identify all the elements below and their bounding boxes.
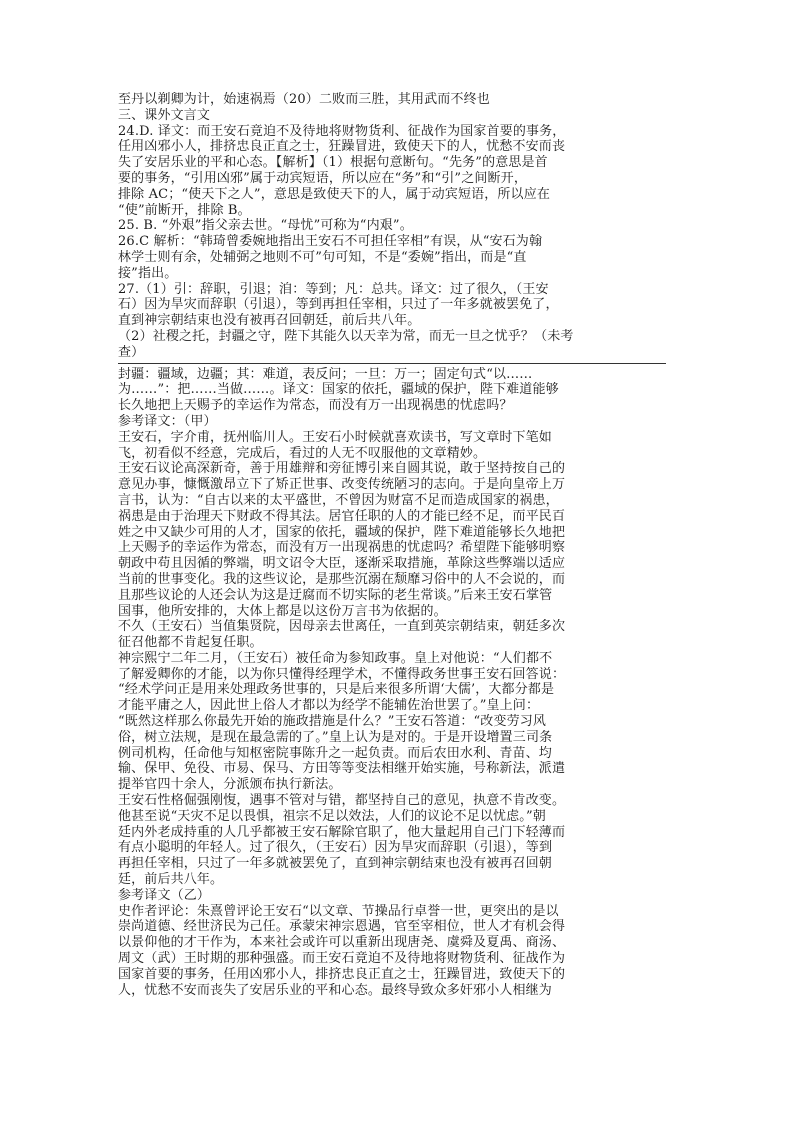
text-line: 国事，他所安排的，大体上都是以这份万言书为依据的。 bbox=[118, 603, 447, 619]
text-line: 排除 AC；“使天下之人”，意思是致使天下的人，属于动宾短语，所以应在 bbox=[118, 186, 551, 202]
text-line: 以景仰他的才干作为，本来社会或许可以重新出现唐尧、虞舜及夏禹、商汤、 bbox=[118, 935, 566, 951]
text-line: 要的事务，“引用凶邪”属于动宾短语，所以应在“务”和“引”之间断开， bbox=[118, 170, 527, 186]
text-line: 当前的世事变化。我的这些议论，是那些沉溺在颓靡习俗中的人不会说的，而 bbox=[118, 571, 566, 587]
text-line: 上天赐予的幸运作为常态，而没有万一出现祸患的忧虑吗？希望陛下能够明察 bbox=[118, 540, 566, 556]
text-line: 才能平庸之人，因此世上俗人才都以为经学不能辅佐治世罢了。”皇上问： bbox=[118, 698, 540, 714]
text-line: 27.（1）引：辞职，引退；洎：等到；凡：总共。译文：过了很久，（王安 bbox=[118, 281, 549, 297]
text-line: “使”前断开，排除 B。 bbox=[118, 202, 251, 218]
text-line: 失了安居乐业的平和心态。【解析】（1）根据句意断句。“先务”的意思是首 bbox=[118, 155, 548, 171]
text-line: 封疆：疆域，边疆；其：难道，表反问；一旦：万一；固定句式“以…… bbox=[118, 366, 533, 382]
document-page bbox=[118, 92, 678, 998]
text-line: 25. B. “外艰”指父亲去世。“母忧”可称为“内艰”。 bbox=[118, 218, 413, 234]
text-line: 征召他都不肯起复任职。 bbox=[118, 635, 263, 651]
text-line: 俗，树立法规，是现在最急需的了。”皇上认为是对的。于是开设增置三司条 bbox=[118, 729, 553, 745]
text-line: 姓之中又缺少可用的人才，国家的依托，疆域的保护，陛下难道能够长久地把 bbox=[118, 524, 566, 540]
text-line: 不久（王安石）当值集贤院，因母亲去世离任，一直到英宗朝结束，朝廷多次 bbox=[118, 619, 566, 635]
text-line: 三、课外文言文 bbox=[118, 107, 211, 123]
text-line: 意见办事，慷慨激昂立下了矫正世事、改变传统陋习的志向。于是向皇帝上万 bbox=[118, 477, 566, 493]
text-line: 再担任宰相，只过了一年多就被罢免了，直到神宗朝结束也没有被再召回朝 bbox=[118, 856, 552, 872]
text-line: 查） bbox=[118, 344, 145, 360]
text-line: 了解爱卿你的才能，以为你只懂得经理学术，不懂得政务世事王安石回答说： bbox=[118, 666, 566, 682]
answer-section bbox=[118, 92, 678, 361]
text-line: 神宗熙宁二年二月，（王安石）被任命为参知政事。皇上对他说：“人们都不 bbox=[118, 650, 553, 666]
translation-section bbox=[118, 367, 678, 999]
text-line: 直到神宗朝结束也没有被再召回朝廷，前后共八年。 bbox=[118, 313, 421, 329]
text-line: 王安石性格倔强刚愎，遇事不管对与错，都坚持自己的意见，执意不肯改变。 bbox=[118, 793, 566, 809]
text-line: 国家首要的事务，任用凶邪小人，排挤忠良正直之士，狂躁冒进，致使天下的 bbox=[118, 966, 566, 982]
text-line: 言书，认为：“自古以来的太平盛世，不曾因为财富不足而造成国家的祸患， bbox=[118, 492, 559, 508]
text-line: “经术学问正是用来处理政务世事的，只是后来很多所谓‘大儒’，大都分都是 bbox=[118, 682, 555, 698]
text-line: 飞，初看似不经意，完成后，看过的人无不叹服他的文章精妙。 bbox=[118, 445, 487, 461]
text-line: 林学士则有余，处辅弼之地则不可”句可知，不是“委婉”指出，而是“直 bbox=[118, 249, 527, 265]
text-line: 崇尚道德、经世济民为己任。承蒙宋神宗恩遇，官至宰相位，世人才有机会得 bbox=[118, 919, 566, 935]
text-line: 祸患是由于治理天下财政不得其法。居官任职的人的才能已经不足，而平民百 bbox=[118, 508, 566, 524]
text-line: 输、保甲、免役、市易、保马、方田等等变法相继开始实施，号称新法，派遣 bbox=[118, 761, 566, 777]
text-line: 廷内外老成持重的人几乎都被王安石解除官职了，他大量起用自己门下轻薄而 bbox=[118, 824, 566, 840]
text-line: 王安石议论高深新奇，善于用雄辩和旁征博引来自圆其说，敢于坚持按自己的 bbox=[118, 461, 566, 477]
text-line: 任用凶邪小人，排挤忠良正直之士，狂躁冒进，致使天下的人，忧愁不安而丧 bbox=[118, 139, 566, 155]
text-line: （2）社稷之托，封疆之守，陛下其能久以天幸为常，而无一旦之忧乎？（未考 bbox=[118, 328, 574, 344]
text-line: 朝政中苟且因循的弊端，明文诏令大臣，逐渐采取措施，革除这些弊端以适应 bbox=[118, 556, 566, 572]
text-line: 接”指出。 bbox=[118, 265, 178, 281]
text-line: 有点小聪明的年轻人。过了很久，（王安石）因为旱灾而辞职（引退），等到 bbox=[118, 840, 553, 856]
text-line: 至丹以剃卿为计，始速祸焉（20）二败而三胜，其用武而不终也 bbox=[118, 92, 490, 107]
text-line: 26.C 解析：“韩琦曾委婉地指出王安石不可担任宰相”有误，从“安石为翰 bbox=[118, 234, 543, 250]
text-line: 长久地把上天赐予的幸运作为常态，而没有万一出现祸患的忧虑吗？ bbox=[118, 398, 513, 414]
text-line: 提举官四十余人，分派颁布执行新法。 bbox=[118, 777, 342, 793]
text-line: 参考译文（乙） bbox=[118, 887, 211, 903]
text-line: 为……”：把……当做……。译文：国家的依托，疆域的保护，陛下难道能够 bbox=[118, 382, 559, 398]
text-line: 廷，前后共八年。 bbox=[118, 872, 224, 888]
text-line: 史作者评论：朱熹曾评论王安石“以文章、节操品行卓誉一世，更突出的是以 bbox=[118, 903, 559, 919]
text-line: 且那些议论的人还会认为这是迂腐而不切实际的老生常谈。”后来王安石掌管 bbox=[118, 587, 553, 603]
divider-rule bbox=[118, 363, 666, 364]
text-line: 人，忧愁不安而丧失了安居乐业的平和心态。最终导致众多奸邪小人相继为 bbox=[118, 982, 552, 998]
text-line: 王安石，字介甫，抚州临川人。王安石小时候就喜欢读书，写文章时下笔如 bbox=[118, 429, 552, 445]
text-line: “既然这样那么你最先开始的施政措施是什么？”王安石答道：“改变劳习风 bbox=[118, 714, 547, 730]
text-line: 参考译文：（甲） bbox=[118, 413, 217, 429]
text-line: 例司机构，任命他与知枢密院事陈升之一起负责。而后农田水利、青苗、均 bbox=[118, 745, 552, 761]
text-line: 周文（武）王时期的那种强盛。而王安石竟迫不及待地将财物货利、征战作为 bbox=[118, 951, 566, 967]
text-line: 他甚至说“天灾不足以畏惧，祖宗不足以效法，人们的议论不足以忧虑。”朝 bbox=[118, 808, 546, 824]
text-line: 石）因为旱灾而辞职（引退），等到再担任宰相，只过了一年多就被罢免了， bbox=[118, 297, 559, 313]
text-line: 24.D. 译文：而王安石竟迫不及待地将财物货利、征战作为国家首要的事务， bbox=[118, 123, 566, 139]
